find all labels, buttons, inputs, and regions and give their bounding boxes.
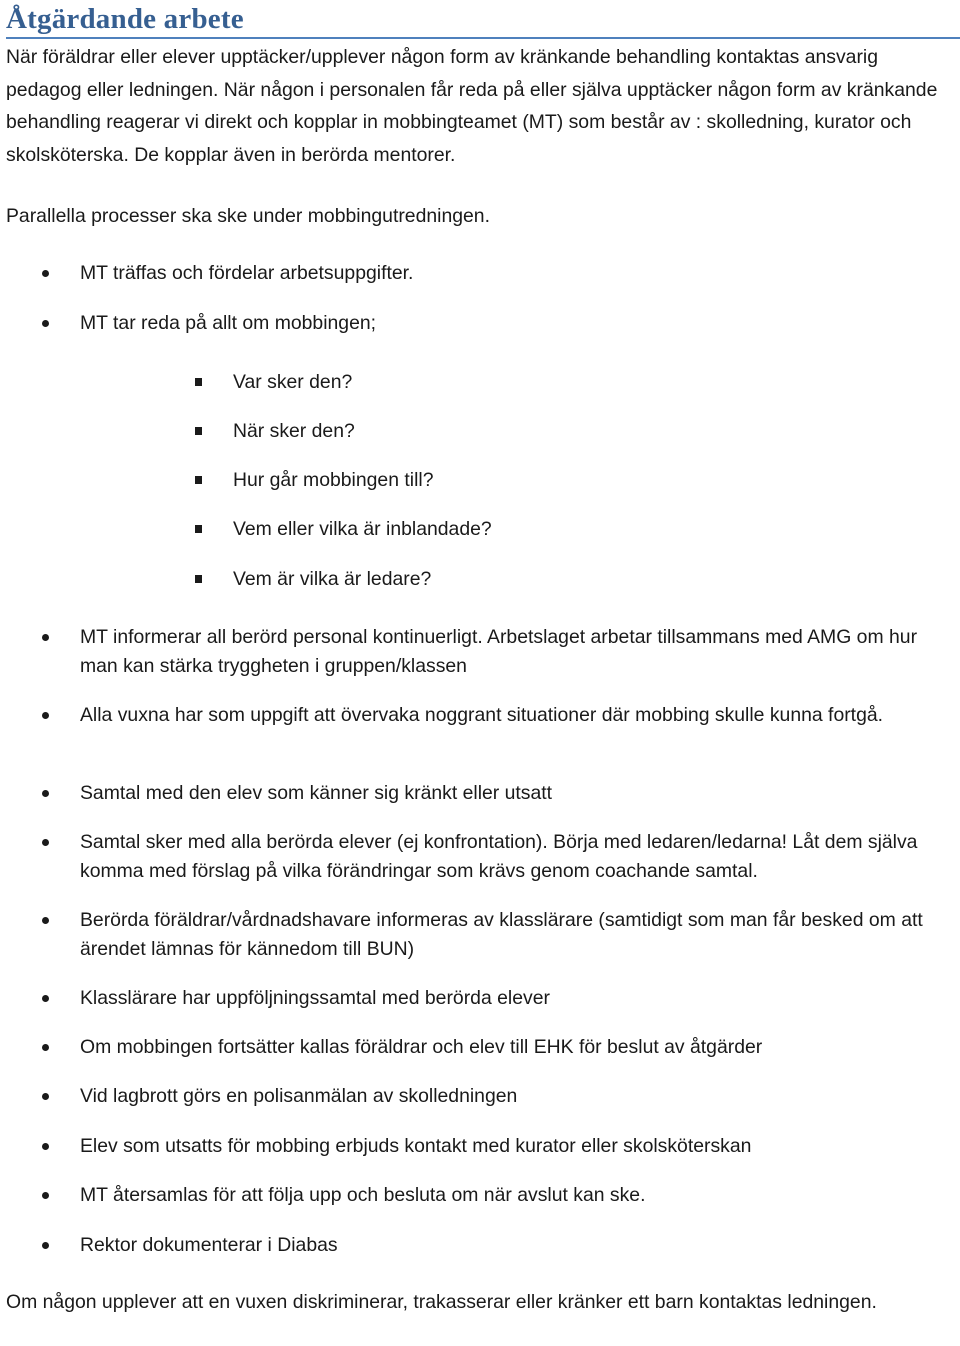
- square-bullet-icon: [195, 427, 202, 435]
- bullet-dot-icon: [42, 1242, 49, 1249]
- parallel-processes-paragraph: Parallella processer ska ske under mobbingutredningen.: [6, 205, 490, 227]
- list-item-text: Samtal med den elev som känner sig kränkt eller utsatt: [80, 782, 553, 804]
- list-item-text: Elev som utsatts för mobbing erbjuds kontakt med kurator eller skolsköterskan: [80, 1135, 752, 1157]
- closing-paragraph: Om någon upplever att en vuxen diskriminerar, trakasserar eller kränker ett barn kontaktas ledningen.: [6, 1291, 877, 1313]
- bullet-dot-icon: [42, 1044, 49, 1051]
- bullet-dot-icon: [42, 917, 49, 924]
- list-item-text: Vid lagbrott görs en polisanmälan av skolledningen: [80, 1085, 518, 1107]
- intro-paragraph: När föräldrar eller elever upptäcker/upplever någon form av kränkande behandling kontaktas ansvarig pedagog eller ledningen. När någon i personalen får reda på eller själva upptäcker någon form av kränkande behandling reagerar vi direkt och kopplar in mobbingteamet (MT) som består av : skolledning, kurator och skolsköterska. De kopplar även in berörda mentorer.: [6, 46, 938, 166]
- bullet-dot-icon: [42, 270, 49, 277]
- bullet-dot-icon: [42, 995, 49, 1002]
- sub-list-item-text: Hur går mobbingen till?: [233, 469, 434, 491]
- bullet-dot-icon: [42, 634, 49, 641]
- title-underline: [6, 37, 960, 39]
- list-item-text: Klasslärare har uppföljningssamtal med berörda elever: [80, 987, 550, 1009]
- list-item-text: Om mobbingen fortsätter kallas föräldrar och elev till EHK för beslut av åtgärder: [80, 1036, 763, 1058]
- square-bullet-icon: [195, 525, 202, 533]
- sub-list-item-text: Vem eller vilka är inblandade?: [233, 518, 492, 540]
- square-bullet-icon: [195, 476, 202, 484]
- list-item-text: Alla vuxna har som uppgift att övervaka noggrant situationer där mobbing skulle kunna fortgå.: [80, 704, 884, 726]
- sub-list-item-text: Vem är vilka är ledare?: [233, 568, 432, 590]
- list-item-text: MT informerar all berörd personal kontinuerligt. Arbetslaget arbetar tillsammans med AMG om hur man kan stärka tryggheten i gruppen/klassen: [80, 626, 918, 677]
- list-item-text: MT tar reda på allt om mobbingen;: [80, 312, 377, 334]
- page-title: Åtgärdande arbete: [6, 3, 244, 35]
- sub-list-item-text: När sker den?: [233, 420, 355, 442]
- list-item-text: Rektor dokumenterar i Diabas: [80, 1234, 338, 1256]
- sub-list-item-text: Var sker den?: [233, 371, 353, 393]
- list-item-text: MT återsamlas för att följa upp och besluta om när avslut kan ske.: [80, 1184, 646, 1206]
- square-bullet-icon: [195, 378, 202, 386]
- bullet-dot-icon: [42, 839, 49, 846]
- bullet-dot-icon: [42, 1143, 49, 1150]
- list-item-text: Berörda föräldrar/vårdnadshavare informeras av klasslärare (samtidigt som man får besked om att ärendet lämnas för kännedom till BUN): [80, 909, 923, 960]
- bullet-dot-icon: [42, 320, 49, 327]
- bullet-dot-icon: [42, 1093, 49, 1100]
- bullet-dot-icon: [42, 790, 49, 797]
- list-item-text: Samtal sker med alla berörda elever (ej konfrontation). Börja med ledaren/ledarna! Låt dem själva komma med förslag på vilka förändringar som krävs genom coachande samtal.: [80, 831, 918, 882]
- square-bullet-icon: [195, 575, 202, 583]
- list-item-text: MT träffas och fördelar arbetsuppgifter.: [80, 262, 414, 284]
- bullet-dot-icon: [42, 712, 49, 719]
- bullet-dot-icon: [42, 1192, 49, 1199]
